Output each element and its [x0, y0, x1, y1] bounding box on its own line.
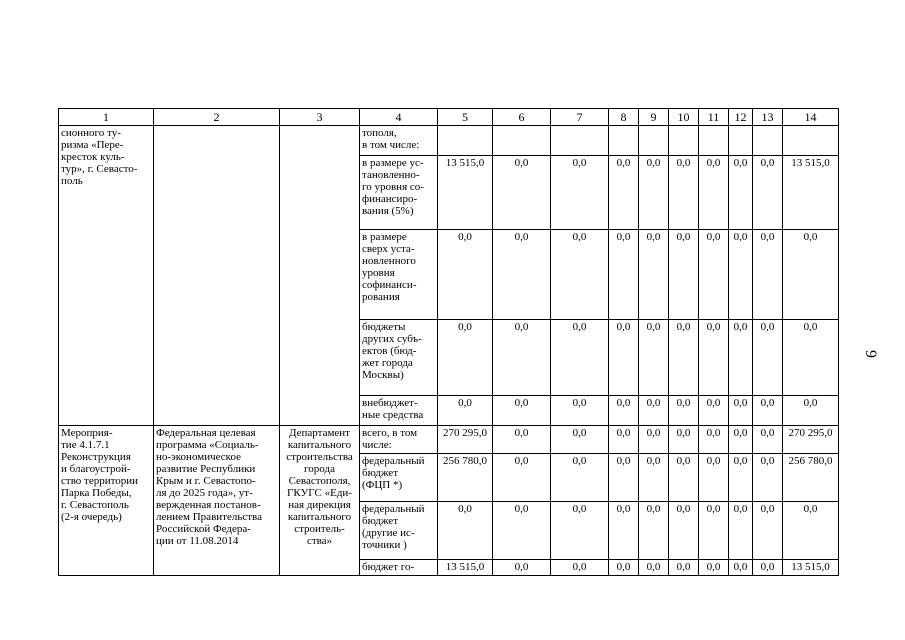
block2-value-col9: 0,0 [639, 454, 669, 502]
block1-program [154, 126, 280, 426]
block2-value-col5: 0,0 [438, 502, 493, 560]
block1-value-col13: 0,0 [753, 320, 783, 396]
block1-value-col11: 0,0 [699, 320, 729, 396]
block1-value-col5: 13 515,0 [438, 156, 493, 230]
block2-value-col9: 0,0 [639, 560, 669, 576]
block2-value-col5: 270 295,0 [438, 426, 493, 454]
block2-funding-source-line: точники ) [362, 539, 407, 551]
block2-program-line: Федеральная целевая [156, 427, 256, 439]
block2-funding-source-line: числе: [362, 439, 392, 451]
block1-funding-source [360, 320, 438, 396]
block2-value-col8: 0,0 [609, 426, 639, 454]
block1-funding-source-line: тановленно- [362, 169, 420, 181]
header-cell-4: 4 [360, 109, 438, 126]
block2-value-col10: 0,0 [669, 454, 699, 502]
block2-value-col14: 0,0 [783, 502, 839, 560]
block2-event-name-line: Мероприя- [61, 427, 113, 439]
block1-funding-source [360, 156, 438, 230]
block2-funding-source [360, 502, 438, 560]
block2-program-line: Крым и г. Севастопо- [156, 475, 256, 487]
block1-event-name [59, 126, 154, 426]
block2-value-col6: 0,0 [493, 454, 551, 502]
block2-funding-source-line: бюджет [362, 515, 398, 527]
block2-value-col8: 0,0 [609, 502, 639, 560]
block1-value-col9 [639, 126, 669, 156]
block2-value-col13: 0,0 [753, 426, 783, 454]
block2-program-line: Российской Федера- [156, 523, 251, 535]
block2-program-line: но-экономическое [156, 451, 241, 463]
block1-funding-source-line: жет города [362, 357, 413, 369]
block1-value-col5: 0,0 [438, 230, 493, 320]
header-cell-7: 7 [551, 109, 609, 126]
block2-event-name-line: г. Севастополь [61, 499, 129, 511]
block2-funding-source [360, 426, 438, 454]
block2-row [59, 426, 839, 454]
block1-value-col10: 0,0 [669, 156, 699, 230]
block1-funding-source-line: ектов (бюд- [362, 345, 417, 357]
block2-event-name-line: (2-я очередь) [61, 511, 122, 523]
block1-funding-source-line: в размере [362, 231, 407, 243]
header-cell-3: 3 [280, 109, 360, 126]
block1-value-col6: 0,0 [493, 320, 551, 396]
block1-value-col6: 0,0 [493, 156, 551, 230]
block2-value-col5: 256 780,0 [438, 454, 493, 502]
block2-value-col11: 0,0 [699, 454, 729, 502]
block1-value-col12: 0,0 [729, 230, 753, 320]
block2-executor-line: ГКУГС «Еди- [287, 487, 352, 499]
block1-event-name-line: ризма «Пере- [61, 139, 124, 151]
block1-funding-source [360, 126, 438, 156]
block2-value-col12: 0,0 [729, 426, 753, 454]
block2-program-line: развитие Республики [156, 463, 256, 475]
block1-value-col6: 0,0 [493, 230, 551, 320]
block1-funding-source-line: уровня [362, 267, 395, 279]
header-cell-2: 2 [154, 109, 280, 126]
block1-value-col11: 0,0 [699, 396, 729, 426]
block2-value-col8: 0,0 [609, 454, 639, 502]
header-cell-9: 9 [639, 109, 669, 126]
block1-funding-source-line: Москвы) [362, 369, 404, 381]
block2-program-line: ля до 2025 года», ут- [156, 487, 253, 499]
block1-value-col10: 0,0 [669, 320, 699, 396]
block1-funding-source-line: рования [362, 291, 400, 303]
block1-funding-source-line: го уровня со- [362, 181, 424, 193]
block2-value-col12: 0,0 [729, 454, 753, 502]
block2-executor-line: Департамент [288, 427, 350, 439]
block2-value-col11: 0,0 [699, 560, 729, 576]
page-number: 9 [862, 350, 879, 358]
block2-executor-line: ства» [306, 535, 333, 547]
block1-funding-source-line: в том числе: [362, 139, 420, 151]
block2-funding-source [360, 454, 438, 502]
block1-value-col12: 0,0 [729, 156, 753, 230]
block2-value-col10: 0,0 [669, 502, 699, 560]
block2-value-col7: 0,0 [551, 426, 609, 454]
block2-value-col8: 0,0 [609, 560, 639, 576]
block2-program-line: вержденная постанов- [156, 499, 261, 511]
block2-value-col9: 0,0 [639, 426, 669, 454]
block1-event-name-line: поль [61, 175, 83, 187]
block1-value-col12: 0,0 [729, 396, 753, 426]
block1-value-col8 [609, 126, 639, 156]
block1-value-col8: 0,0 [609, 230, 639, 320]
block2-program-line: программа «Социаль- [156, 439, 259, 451]
block1-value-col13: 0,0 [753, 230, 783, 320]
block1-value-col7: 0,0 [551, 396, 609, 426]
header-row [59, 109, 839, 126]
block2-funding-source-line: федеральный [362, 503, 425, 515]
block2-event-name-line: Парка Победы, [61, 487, 132, 499]
block2-funding-source [360, 560, 438, 576]
block2-value-col9: 0,0 [639, 502, 669, 560]
block1-event-name-line: кресток куль- [61, 151, 125, 163]
block1-value-col11: 0,0 [699, 230, 729, 320]
block1-value-col9: 0,0 [639, 156, 669, 230]
block1-value-col6 [493, 126, 551, 156]
block1-value-col8: 0,0 [609, 396, 639, 426]
block2-executor-line: капитального [287, 511, 352, 523]
block2-value-col14: 256 780,0 [783, 454, 839, 502]
block2-value-col12: 0,0 [729, 560, 753, 576]
block1-funding-source-line: вания (5%) [362, 205, 414, 217]
header-cell-12: 12 [729, 109, 753, 126]
block2-executor-line: строитель- [294, 523, 345, 535]
block2-funding-source-line: (другие ис- [362, 527, 415, 539]
block1-funding-source-line: сверх уста- [362, 243, 415, 255]
block2-value-col6: 0,0 [493, 426, 551, 454]
header-cell-1: 1 [59, 109, 154, 126]
block2-executor-line: капитального [287, 439, 352, 451]
block2-executor-line: Севастополя, [288, 475, 351, 487]
block2-executor [280, 426, 360, 576]
block2-value-col7: 0,0 [551, 454, 609, 502]
block1-value-col10: 0,0 [669, 230, 699, 320]
block2-value-col13: 0,0 [753, 502, 783, 560]
block2-value-col13: 0,0 [753, 454, 783, 502]
block1-funding-source-line: внебюджет- [362, 397, 418, 409]
block1-event-name-line: тур», г. Севасто- [61, 163, 138, 175]
block1-value-col7 [551, 126, 609, 156]
block1-event-name-line: сионного ту- [61, 127, 121, 139]
block2-value-col11: 0,0 [699, 426, 729, 454]
block1-value-col11: 0,0 [699, 156, 729, 230]
block1-value-col10 [669, 126, 699, 156]
block1-value-col13: 0,0 [753, 396, 783, 426]
block1-value-col11 [699, 126, 729, 156]
block2-value-col10: 0,0 [669, 426, 699, 454]
block2-funding-source-line: всего, в том [362, 427, 418, 439]
block1-value-col7: 0,0 [551, 320, 609, 396]
header-cell-10: 10 [669, 109, 699, 126]
block2-value-col10: 0,0 [669, 560, 699, 576]
block2-value-col5: 13 515,0 [438, 560, 493, 576]
block1-value-col12: 0,0 [729, 320, 753, 396]
block1-executor [280, 126, 360, 426]
block1-funding-source-line: тополя, [362, 127, 397, 139]
block1-funding-source-line: финансиро- [362, 193, 418, 205]
block2-value-col14: 270 295,0 [783, 426, 839, 454]
block2-value-col11: 0,0 [699, 502, 729, 560]
block1-funding-source-line: в размере ус- [362, 157, 424, 169]
block1-value-col7: 0,0 [551, 230, 609, 320]
block2-value-col7: 0,0 [551, 502, 609, 560]
block1-value-col6: 0,0 [493, 396, 551, 426]
block1-funding-source [360, 396, 438, 426]
block1-value-col10: 0,0 [669, 396, 699, 426]
block2-value-col14: 13 515,0 [783, 560, 839, 576]
block1-funding-source-line: софинанси- [362, 279, 417, 291]
block1-funding-source-line: новленного [362, 255, 416, 267]
block2-program [154, 426, 280, 576]
block2-funding-source-line: бюджет [362, 467, 398, 479]
block2-event-name-line: и благоустрой- [61, 463, 131, 475]
block2-value-col7: 0,0 [551, 560, 609, 576]
block2-program-line: ции от 11.08.2014 [156, 535, 239, 547]
block1-value-col9: 0,0 [639, 230, 669, 320]
block1-value-col8: 0,0 [609, 156, 639, 230]
block1-value-col14 [783, 126, 839, 156]
block1-value-col14: 13 515,0 [783, 156, 839, 230]
header-cell-11: 11 [699, 109, 729, 126]
block1-value-col9: 0,0 [639, 396, 669, 426]
block1-value-col8: 0,0 [609, 320, 639, 396]
header-cell-6: 6 [493, 109, 551, 126]
block2-value-col6: 0,0 [493, 560, 551, 576]
block2-executor-line: города [304, 463, 335, 475]
block2-funding-source-line: бюджет го- [362, 561, 415, 573]
block2-program-line: лением Правительства [156, 511, 262, 523]
block1-funding-source [360, 230, 438, 320]
block1-value-col14: 0,0 [783, 320, 839, 396]
block1-value-col14: 0,0 [783, 230, 839, 320]
block1-value-col14: 0,0 [783, 396, 839, 426]
header-cell-5: 5 [438, 109, 493, 126]
block1-funding-source-line: других субъ- [362, 333, 422, 345]
block2-executor-line: строительства [286, 451, 353, 463]
block1-value-col5: 0,0 [438, 396, 493, 426]
block1-value-col7: 0,0 [551, 156, 609, 230]
block2-event-name-line: Реконструкция [61, 451, 131, 463]
block1-value-col5: 0,0 [438, 320, 493, 396]
block1-row [59, 126, 839, 156]
block1-funding-source-line: бюджеты [362, 321, 406, 333]
header-cell-13: 13 [753, 109, 783, 126]
block1-value-col5 [438, 126, 493, 156]
block2-event-name [59, 426, 154, 576]
block2-value-col12: 0,0 [729, 502, 753, 560]
block2-event-name-line: тие 4.1.7.1 [61, 439, 110, 451]
block1-funding-source-line: ные средства [362, 409, 424, 421]
block1-value-col9: 0,0 [639, 320, 669, 396]
block2-value-col13: 0,0 [753, 560, 783, 576]
header-cell-14: 14 [783, 109, 839, 126]
block2-funding-source-line: федеральный [362, 455, 425, 467]
budget-table [58, 108, 839, 576]
block1-value-col13: 0,0 [753, 156, 783, 230]
block2-funding-source-line: (ФЦП *) [362, 479, 403, 491]
block1-value-col13 [753, 126, 783, 156]
block2-value-col6: 0,0 [493, 502, 551, 560]
block2-executor-line: ная дирекция [288, 499, 351, 511]
header-cell-8: 8 [609, 109, 639, 126]
block1-value-col12 [729, 126, 753, 156]
block2-event-name-line: ство территории [61, 475, 139, 487]
